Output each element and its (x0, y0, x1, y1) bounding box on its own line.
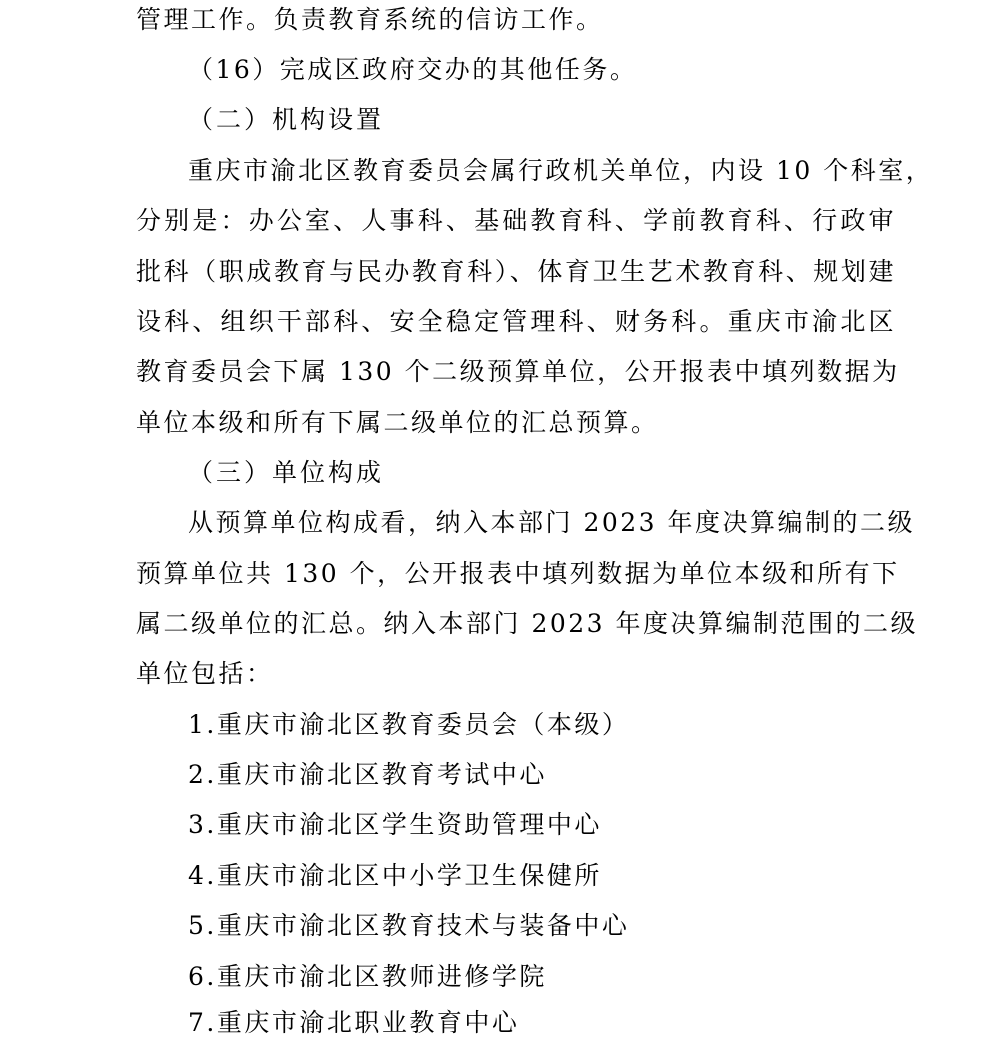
paragraph-line-org-4: 设科、组织干部科、安全稳定管理科、财务科。重庆市渝北区 (136, 307, 896, 336)
unit-list-item-4: 4.重庆市渝北区中小学卫生保健所 (188, 861, 602, 890)
paragraph-line-duties-end: 管理工作。负责教育系统的信访工作。 (136, 5, 604, 34)
unit-list-item-7: 7.重庆市渝北职业教育中心 (188, 1008, 520, 1037)
paragraph-line-units-2: 预算单位共 130 个，公开报表中填列数据为单位本级和所有下 (136, 559, 900, 588)
unit-list-item-1: 1.重庆市渝北区教育委员会（本级） (188, 710, 630, 739)
paragraph-line-org-6: 单位本级和所有下属二级单位的汇总预算。 (136, 408, 659, 437)
paragraph-line-org-5: 教育委员会下属 130 个二级预算单位，公开报表中填列数据为 (136, 357, 900, 386)
unit-list-item-6: 6.重庆市渝北区教师进修学院 (188, 962, 547, 991)
unit-list-item-5: 5.重庆市渝北区教育技术与装备中心 (188, 911, 630, 940)
list-item-duty-16: （16）完成区政府交办的其他任务。 (188, 55, 638, 84)
paragraph-line-org-3: 批科（职成教育与民办教育科）、体育卫生艺术教育科、规划建 (136, 257, 896, 286)
paragraph-line-units-3: 属二级单位的汇总。纳入本部门 2023 年度决算编制范围的二级 (136, 609, 919, 638)
paragraph-line-org-2: 分别是：办公室、人事科、基础教育科、学前教育科、行政审 (136, 206, 896, 235)
paragraph-line-units-4: 单位包括： (136, 659, 274, 688)
paragraph-line-units-1: 从预算单位构成看，纳入本部门 2023 年度决算编制的二级 (188, 508, 916, 537)
paragraph-line-org-1: 重庆市渝北区教育委员会属行政机关单位，内设 10 个科室， (188, 156, 934, 185)
section-heading-organization: （二）机构设置 (188, 105, 385, 134)
section-heading-unit-composition: （三）单位构成 (188, 458, 385, 487)
unit-list-item-3: 3.重庆市渝北区学生资助管理中心 (188, 810, 602, 839)
unit-list-item-2: 2.重庆市渝北区教育考试中心 (188, 760, 547, 789)
